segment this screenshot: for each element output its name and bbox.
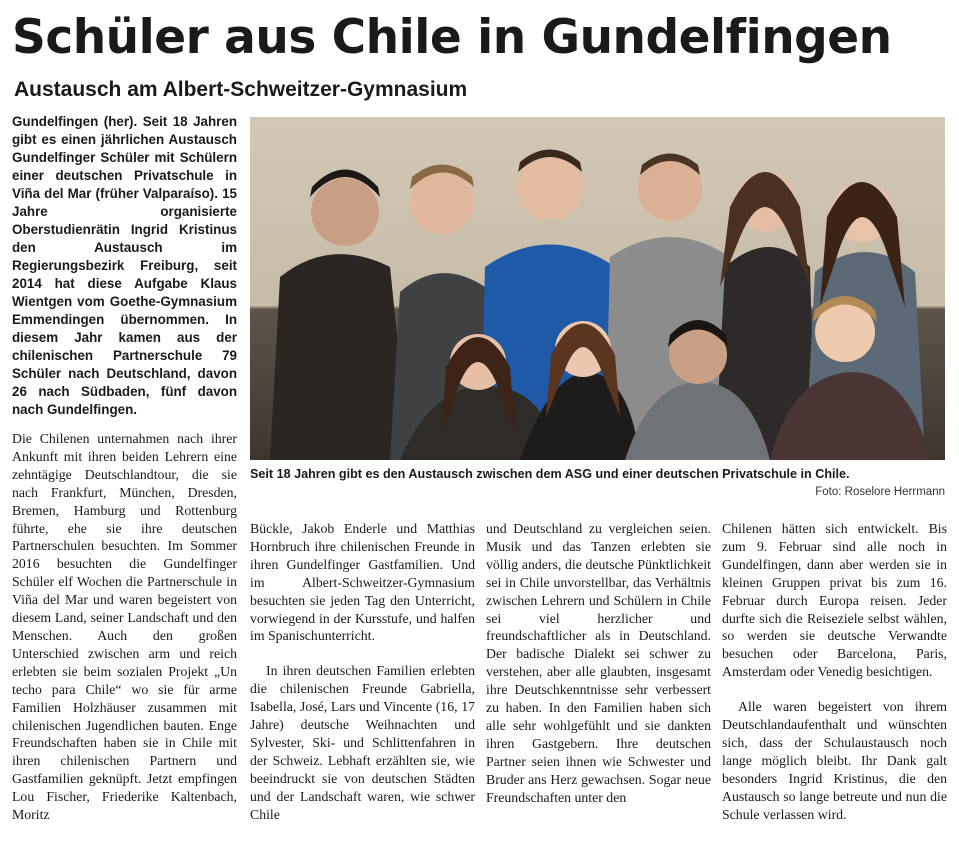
column-4-text-a: Chilenen hätten sich entwickelt. Bis zum 9. Februar sind alle noch in Gundelfingen, dann aber werden sie in kleinen Gruppen privat bis zum 16. Februar durch Europa reisen. Jeder durfte sich die Reiseziele selbst wählen, so werden sie deutsche Verwandte besuchen oder Barcelona, Paris, Amsterdam oder Venedig besichtigen. [722,521,947,680]
photo-caption: Seit 18 Jahren gibt es den Austausch zwischen dem ASG und einer deutschen Privatschule in Chile. [250,467,850,481]
column-2-text-a: Bückle, Jakob Enderle und Matthias Hornbruch ihre chilenischen Freunde in ihren Gundelfinger Gastfamilien. Und im Albert-Schweitzer-Gymnasium besuchten sie jeden Tag den Unterricht, vorwiegend in der Kursstufe, und halfen im Spanischunterricht. [250,521,475,644]
subheadline: Austausch am Albert-Schweitzer-Gymnasium [14,78,468,101]
column-3-text: und Deutschland zu vergleichen seien. Musik und das Tanzen erlebten sie völlig anders, die deutsche Pünktlichkeit sei in Chile unvorstellbar, das Verhältnis zwischen Lehrern und Schülern in Chile sei viel herzlicher und freundschaftlicher als in Deutschland. Der badische Dialekt sei schwer zu verstehen, aber alle glaubten, insgesamt ihre Deutschkenntnisse sehr verbessert zu haben. In den Familien haben sich alle sehr wohlgefühlt und sie dankten ihren Gastgebern. Ihre deutschen Partner seien ihnen wie Schwester und Bruder ans Herz gewachsen. Sogar neue Freundschaften unter den [486,521,711,805]
headline: Schüler aus Chile in Gundelfingen [12,10,892,65]
column-2-text-b: In ihren deutschen Familien erlebten die chilenischen Freunde Gabriella, Isabella, José, Lars und Vincente (16, 17 Jahre) deutsche Weihnachten und Sylvester, Ski- und Schlittenfahren in der Schweiz. Lebhaft erzählten sie, wie beeindruckt sie von deutschen Städten und der Landschaft waren, wie schwer Chile [250,663,475,822]
lead-text: Gundelfingen (her). Seit 18 Jahren gibt es einen jährlichen Austausch Gundelfinger Schüler mit Schülern einer deutschen Privatschule in Viña del Mar (früher Valparaíso). 15 Jahre organisierte Oberstudienrätin Ingrid Kristinus den Austausch im Regierungsbezirk Freiburg, seit 2014 hat diese Aufgabe Klaus Wientgen vom Goethe-Gymnasium Emmendingen übernommen. In diesem Jahr kamen aus der chilenischen Partnerschule 79 Schüler nach Deutschland, davon 26 nach Südbaden, fünf davon nach Gundelfingen. [12,114,237,417]
column-1-text: Die Chilenen unternahmen nach ihrer Ankunft mit ihren beiden Lehrern eine zehntägige Deutschlandtour, die sie nach Frankfurt, München, Dresden, Bremen, Hamburg und Rottenburg führte, ehe sie ihre deutschen Partnerschulen besuchten. Im Sommer 2016 besuchten die Gundelfinger Schüler elf Wochen die Partnerschule in Viña del Mar und waren begeistert von diesem Land, seiner Landschaft und den Menschen. Auch den großen Unterschied zwischen arm und reich erlebten sie beim sozialen Projekt „Un techo para Chile“ wo sie für arme Familien Holzhäuser zusammen mit chilenischen Jugendlichen bauten. Enge Freundschaften haben sie in Chile mit ihren chilenischen Partnern und Gastfamilien geknüpft. Jetzt empfingen Lou Fischer, Friederike Kaltenbach, Moritz [12,431,237,823]
article-column-2 [250,520,475,840]
article-column-3 [486,520,711,840]
group-photo-illustration [250,117,945,460]
photo-credit: Foto: Roselore Herrmann [815,486,945,498]
column-4-text-b: Alle waren begeistert von ihrem Deutschlandaufenthalt und wünschten sich, dass der Schulaustausch noch lange möglich bleibt. Ihr Dank galt besonders Ingrid Kristinus, die den Austausch so lange betreute und nun die Schule verlassen wird. [722,699,947,822]
article-column-1 [12,430,237,840]
article-column-4 [722,520,947,840]
lead-paragraph [12,113,237,419]
group-photo [250,117,945,460]
